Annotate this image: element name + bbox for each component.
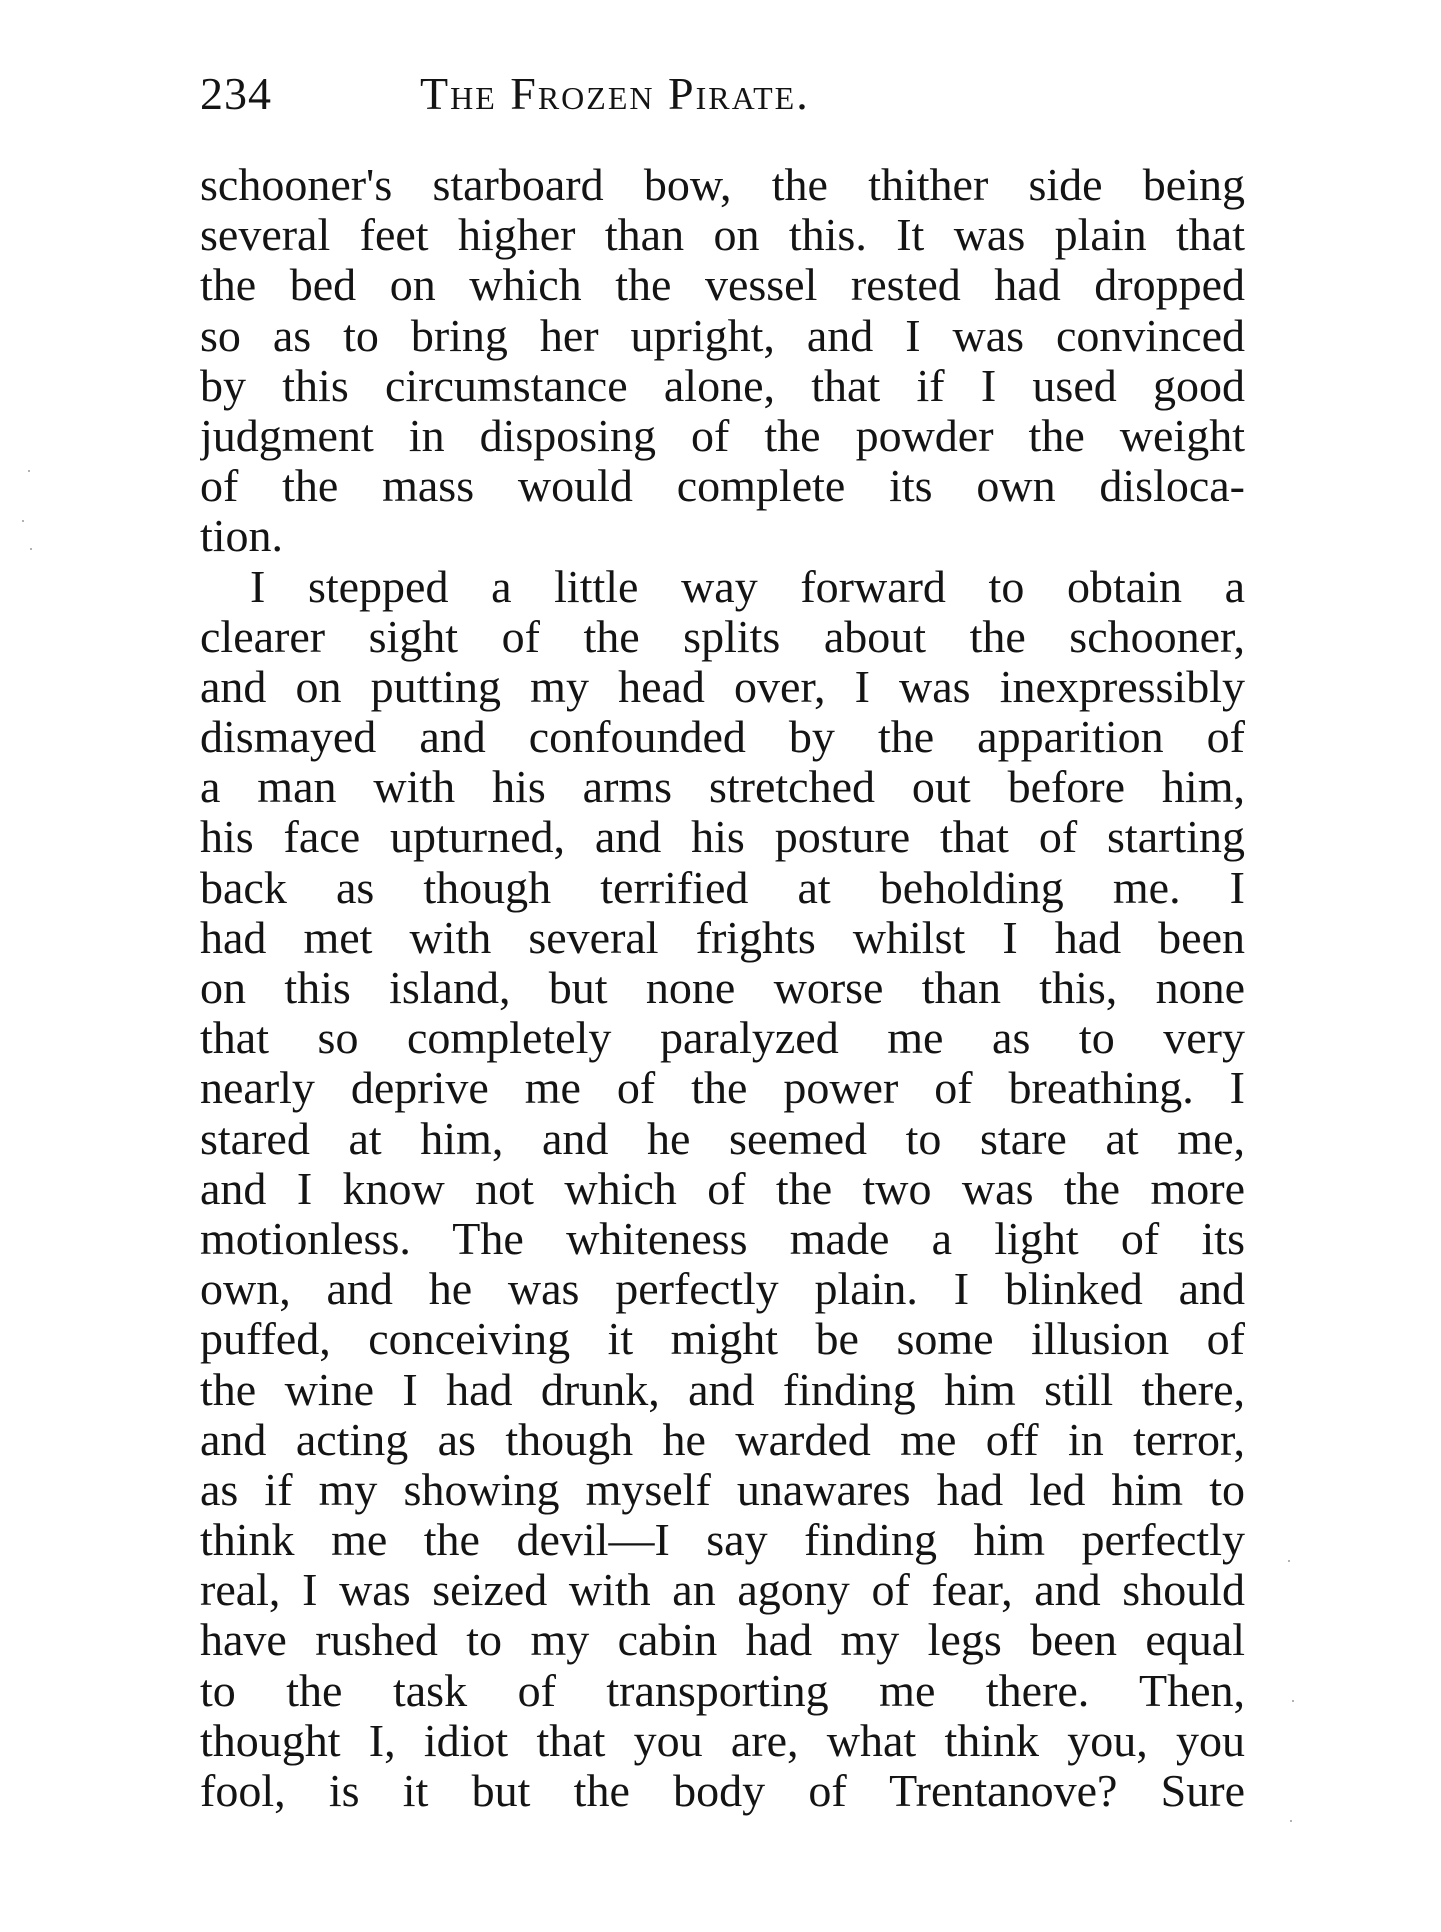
page-header bbox=[200, 62, 1245, 126]
text-line: stared at him, and he seemed to stare at me, bbox=[200, 1113, 1245, 1164]
text-line: on this island, but none worse than this, none bbox=[200, 963, 1245, 1013]
text-line: to the task of transporting me there. Then, bbox=[200, 1665, 1245, 1716]
margin-speck bbox=[30, 548, 32, 550]
margin-speck bbox=[22, 520, 24, 522]
text-line: nearly deprive me of the power of breathing. I bbox=[200, 1063, 1245, 1114]
text-line: a man with his arms stretched out before him, bbox=[200, 762, 1245, 813]
margin-speck bbox=[1288, 1560, 1290, 1562]
text-line: motionless. The whiteness made a light of its bbox=[200, 1213, 1245, 1264]
margin-speck bbox=[1292, 1700, 1294, 1702]
text-line: I stepped a little way forward to obtain a bbox=[250, 561, 1245, 612]
margin-speck bbox=[28, 470, 30, 472]
text-line: his face upturned, and his posture that of starting bbox=[200, 812, 1245, 863]
text-line: of the mass would complete its own disloca- bbox=[200, 461, 1245, 512]
body-text bbox=[200, 160, 1245, 1816]
text-line: the wine I had drunk, and finding him still there, bbox=[200, 1364, 1245, 1415]
text-line: and on putting my head over, I was inexpressibly bbox=[200, 661, 1245, 712]
margin-speck bbox=[1290, 1820, 1292, 1822]
text-line: real, I was seized with an agony of fear, and should bbox=[200, 1565, 1245, 1616]
text-line: think me the devil—I say finding him perfectly bbox=[200, 1515, 1245, 1566]
text-line: judgment in disposing of the powder the weight bbox=[200, 410, 1245, 461]
text-line: clearer sight of the splits about the schooner, bbox=[200, 611, 1245, 662]
text-line: and I know not which of the two was the more bbox=[200, 1163, 1245, 1214]
text-line: fool, is it but the body of Trentanove? Sure bbox=[200, 1766, 1245, 1816]
text-line: as if my showing myself unawares had led him to bbox=[200, 1464, 1245, 1515]
text-line: dismayed and confounded by the apparition of bbox=[200, 712, 1245, 763]
text-line: and acting as though he warded me off in terror, bbox=[200, 1414, 1245, 1465]
text-line: had met with several frights whilst I had been bbox=[200, 912, 1245, 963]
text-line: tion. bbox=[200, 511, 284, 562]
text-line: puffed, conceiving it might be some illusion of bbox=[200, 1314, 1245, 1365]
text-line: so as to bring her upright, and I was convinced bbox=[200, 310, 1245, 361]
text-line: schooner's starboard bow, the thither side being bbox=[200, 160, 1245, 210]
page-number: 234 bbox=[200, 68, 272, 119]
text-line: the bed on which the vessel rested had dropped bbox=[200, 260, 1245, 311]
text-line: have rushed to my cabin had my legs been equal bbox=[200, 1615, 1245, 1666]
text-line: several feet higher than on this. It was plain that bbox=[200, 210, 1245, 261]
text-line: own, and he was perfectly plain. I blinked and bbox=[200, 1264, 1245, 1315]
running-title: The Frozen Pirate. bbox=[420, 68, 810, 119]
text-line: back as though terrified at beholding me. I bbox=[200, 862, 1245, 913]
text-line: that so completely paralyzed me as to very bbox=[200, 1013, 1245, 1064]
text-line: by this circumstance alone, that if I used good bbox=[200, 360, 1245, 411]
text-line: thought I, idiot that you are, what think you, you bbox=[200, 1715, 1245, 1766]
